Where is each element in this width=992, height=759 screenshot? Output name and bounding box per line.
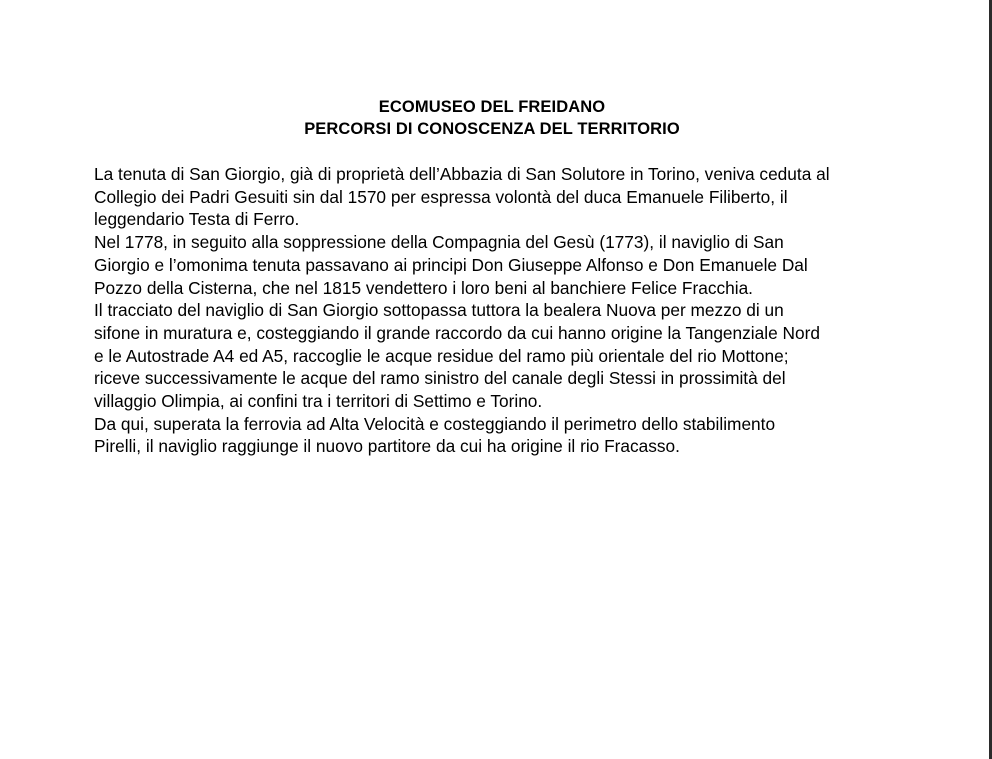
paragraph-4: Da qui, superata la ferrovia ad Alta Velocità e costeggiando il perimetro dello stabilimento Pirelli, il naviglio raggiunge il nuovo partitore da cui ha origine il rio Fracasso. <box>94 413 776 457</box>
document-body <box>94 163 914 458</box>
paragraph-3: Il tracciato del naviglio di San Giorgio sottopassa tuttora la bealera Nuova per mezzo di un sifone in muratura e, costeggiando il grande raccordo da cui hanno origine la Tangenziale Nord e le Autostrade A4 ed A5, raccoglie le acque residue del ramo più orientale del rio Mottone; riceve successivamente le acque del ramo sinistro del canale degli Stessi in prossimità del villaggio Olimpia, ai confini tra i territori di Settimo e Torino. <box>94 300 820 412</box>
paragraph-1: La tenuta di San Giorgio, già di proprietà dell’Abbazia di San Solutore in Torino, veniva ceduta al Collegio dei Padri Gesuiti sin dal 1570 per espressa volontà del duca Emanuele Filiberto, il leggendario Testa di Ferro. <box>94 164 830 230</box>
paragraph-2: Nel 1778, in seguito alla soppressione della Compagnia del Gesù (1773), il naviglio di San Giorgio e l’omonima tenuta passavano ai principi Don Giuseppe Alfonso e Don Emanuele Dal Pozzo della Cisterna, che nel 1815 vendettero i loro beni al banchiere Felice Fracchia. <box>94 232 808 298</box>
header-title: ECOMUSEO DEL FREIDANO <box>378 98 606 116</box>
document-header <box>92 96 892 140</box>
header-subtitle: PERCORSI DI CONOSCENZA DEL TERRITORIO <box>304 120 680 138</box>
